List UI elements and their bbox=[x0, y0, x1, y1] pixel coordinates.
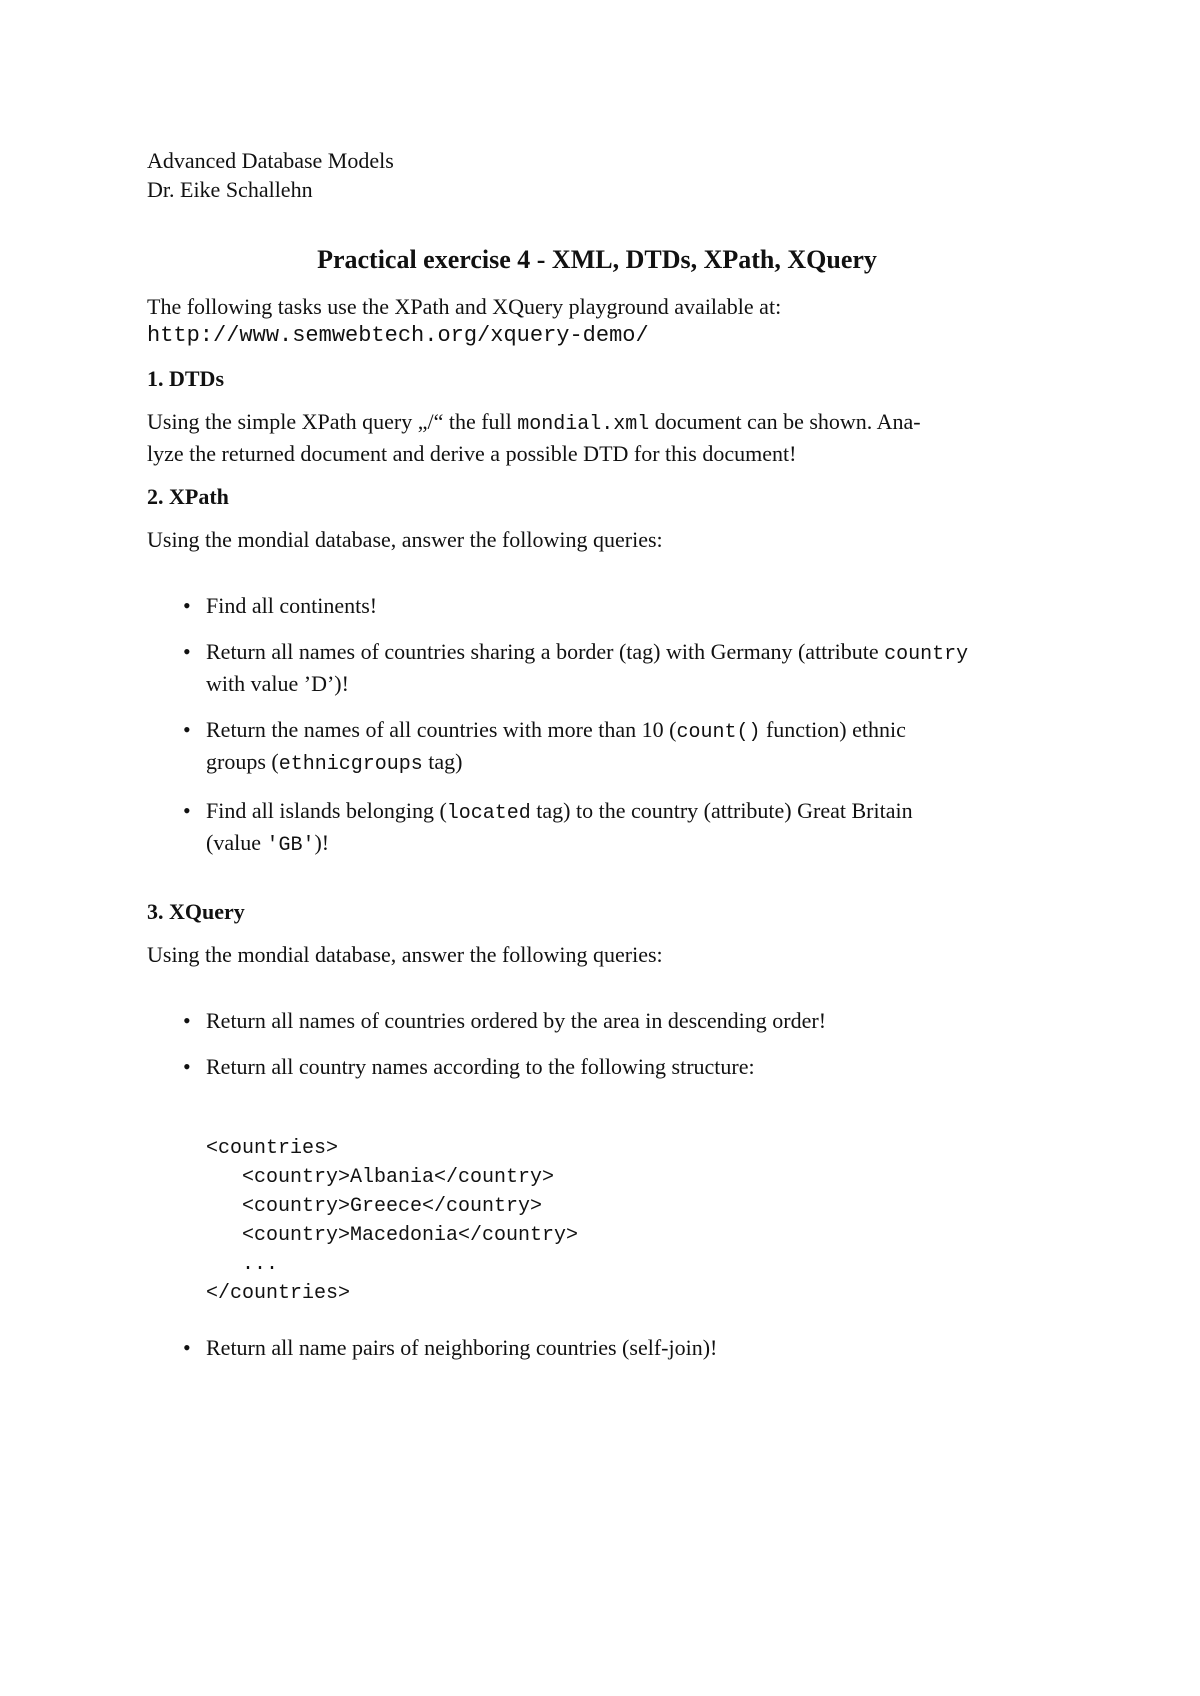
bullet-icon: • bbox=[183, 1054, 191, 1079]
text: Return the names of all countries with more than 10 ( bbox=[206, 717, 677, 742]
spacer bbox=[147, 275, 1047, 292]
spacer bbox=[147, 969, 1047, 1006]
section-xquery-intro: Using the mondial database, answer the following queries: bbox=[147, 942, 663, 967]
section-heading-dtds: 1. DTDs bbox=[147, 366, 225, 391]
spacer bbox=[147, 511, 1047, 525]
course-name: Advanced Database Models bbox=[147, 148, 394, 173]
list-item bbox=[147, 591, 1047, 620]
text: Return all names of countries sharing a border (tag) with Germany (attribute bbox=[206, 639, 885, 664]
code-function: count() bbox=[676, 721, 761, 744]
text: Find all continents! bbox=[206, 593, 378, 618]
bullet-icon: • bbox=[183, 1008, 191, 1033]
author-name: Dr. Eike Schallehn bbox=[147, 177, 313, 202]
spacer bbox=[147, 393, 1047, 407]
xpath-query-list bbox=[147, 591, 1047, 860]
spacer bbox=[147, 350, 1047, 364]
code-line: <country>Albania</country> bbox=[206, 1166, 555, 1189]
text: lyze the returned document and derive a possible DTD for this document! bbox=[147, 441, 797, 466]
code-filename: mondial.xml bbox=[517, 413, 650, 436]
bullet-icon: • bbox=[183, 717, 191, 742]
code-attribute: country bbox=[884, 643, 969, 666]
playground-url: http://www.semwebtech.org/xquery-demo/ bbox=[147, 323, 649, 348]
document-content bbox=[147, 146, 1047, 1362]
text: Return all names of countries ordered by the area in descending order! bbox=[206, 1008, 827, 1033]
bullet-icon: • bbox=[183, 593, 191, 618]
code-value: 'GB' bbox=[266, 834, 315, 857]
text: groups ( bbox=[206, 749, 279, 774]
spacer bbox=[147, 926, 1047, 940]
code-line: <countries> bbox=[206, 1137, 339, 1160]
list-item bbox=[147, 1333, 1047, 1362]
spacer bbox=[147, 1308, 1047, 1333]
section-dtds-paragraph bbox=[147, 407, 1047, 468]
spacer bbox=[147, 468, 1047, 482]
code-line: <country>Greece</country> bbox=[206, 1195, 543, 1218]
code-line: <country>Macedonia</country> bbox=[206, 1224, 579, 1247]
section-xpath-intro: Using the mondial database, answer the following queries: bbox=[147, 527, 663, 552]
xquery-query-list bbox=[147, 1006, 1047, 1081]
list-item bbox=[147, 796, 1047, 860]
text: (value bbox=[206, 830, 267, 855]
code-line: </countries> bbox=[206, 1282, 351, 1305]
xquery-query-list-continued bbox=[147, 1333, 1047, 1362]
list-item bbox=[147, 637, 1047, 698]
spacer bbox=[147, 204, 1047, 245]
text: tag) to the country (attribute) Great Britain bbox=[530, 798, 913, 823]
text: function) ethnic bbox=[760, 717, 906, 742]
spacer bbox=[147, 1081, 1047, 1134]
code-tag: located bbox=[446, 802, 531, 825]
code-block bbox=[147, 1134, 1047, 1308]
bullet-icon: • bbox=[183, 1335, 191, 1360]
text: tag) bbox=[422, 749, 463, 774]
section-heading-xquery: 3. XQuery bbox=[147, 899, 245, 924]
list-item bbox=[147, 1052, 1047, 1081]
spacer bbox=[147, 554, 1047, 591]
text: document can be shown. Ana- bbox=[649, 409, 921, 434]
bullet-icon: • bbox=[183, 798, 191, 823]
code-tag: ethnicgroups bbox=[278, 753, 423, 776]
list-item bbox=[147, 715, 1047, 779]
text: )! bbox=[314, 830, 330, 855]
intro-text: The following tasks use the XPath and XQuery playground available at: bbox=[147, 294, 782, 319]
text: Return all country names according to the following structure: bbox=[206, 1054, 755, 1079]
text: with value ’D’)! bbox=[206, 671, 349, 696]
text: Return all name pairs of neighboring countries (self-join)! bbox=[206, 1335, 718, 1360]
text: Find all islands belonging ( bbox=[206, 798, 447, 823]
spacer bbox=[147, 860, 1047, 897]
section-heading-xpath: 2. XPath bbox=[147, 484, 229, 509]
text: Using the simple XPath query „/“ the full bbox=[147, 409, 518, 434]
bullet-icon: • bbox=[183, 639, 191, 664]
list-item bbox=[147, 1006, 1047, 1035]
code-line: ... bbox=[206, 1253, 279, 1276]
document-title: Practical exercise 4 - XML, DTDs, XPath, XQuery bbox=[317, 245, 877, 274]
